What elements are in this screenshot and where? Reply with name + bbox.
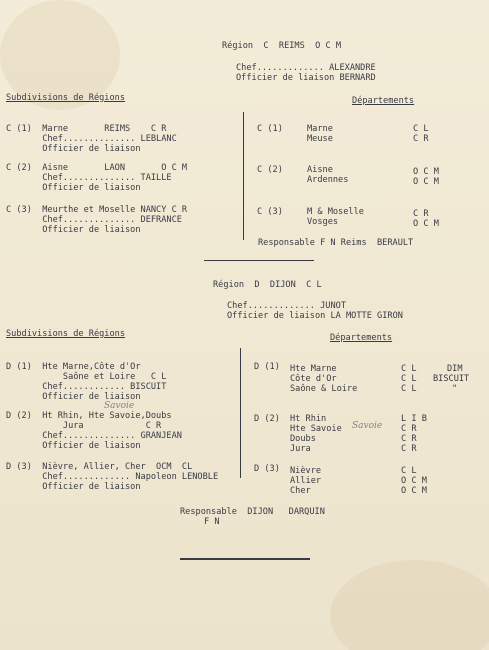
departement-name: Marne [307,124,333,134]
departement-movement: C R [401,444,417,454]
departement-name: Hte Marne [290,364,337,374]
subdivision-c2-chef: Chef.............. TAILLE [6,173,172,183]
departement-c3-code: C (3) [257,207,283,217]
departement-movement: O C M [413,219,439,229]
departement-name: Ht Rhin [290,414,327,424]
departement-movement: L I B [401,414,427,424]
subdivision-d2-line1: D (2) Ht Rhin, Hte Savoie,Doubs [6,411,172,421]
departement-note: DIM [447,364,463,374]
region-d-officier: Officier de liaison LA MOTTE GIRON [227,311,403,321]
departement-movement: C R [413,209,429,219]
departement-movement: O C M [401,486,427,496]
departement-movement: C L [401,466,417,476]
region-d-departements-heading: Départements [330,333,393,343]
departement-name: Allier [290,476,322,486]
departement-movement: C R [413,134,429,144]
departement-name: Vosges [307,217,339,227]
departement-c2-code: C (2) [257,165,283,175]
departement-movement: C L [401,384,417,394]
subdivision-d1-line1: D (1) Hte Marne,Côte d'Or [6,362,141,372]
departement-note: BISCUIT [433,374,470,384]
departement-name: Cher [290,486,311,496]
departement-name: Doubs [290,434,316,444]
subdivision-d2-chef: Chef.............. GRANJEAN [6,431,182,441]
departement-name: Hte Savoie [290,424,342,434]
departement-movement: O C M [401,476,427,486]
section-separator [204,260,314,261]
column-divider [240,348,241,478]
departement-movement: C R [401,434,417,444]
region-c-chef: Chef............. ALEXANDRE [236,63,376,73]
departement-note: " [452,384,458,394]
departement-name: Saône & Loire [290,384,358,394]
paper-stain [330,560,489,650]
departement-name: Jura [290,444,311,454]
subdivision-c2-line1: C (2) Aisne LAON O C M [6,163,188,173]
region-d-responsable-fn: F N [204,517,220,527]
region-c-officier: Officier de liaison BERNARD [236,73,376,83]
bottom-separator [180,558,310,560]
subdivision-c3-line1: C (3) Meurthe et Moselle NANCY C R [6,205,188,215]
subdivision-d3-line1: D (3) Nièvre, Allier, Cher OCM CL [6,462,193,472]
subdivision-d1-line2: Saône et Loire C L [6,372,167,382]
departement-d2-code: D (2) [254,414,280,424]
subdivision-c1-chef: Chef.............. LEBLANC [6,134,177,144]
region-c-responsable: Responsable F N Reims BERAULT [258,238,414,248]
subdivision-d2-line2: Jura C R [6,421,162,431]
departement-movement: C L [401,374,417,384]
region-d-responsable: Responsable DIJON DARQUIN [180,507,325,517]
region-d-chef: Chef............. JUNOT [227,301,346,311]
subdivision-d3-chef: Chef............. Napoleon LENOBLE [6,472,219,482]
subdivision-d2-officier: Officier de liaison [6,441,141,451]
departement-movement: O C M [413,177,439,187]
column-divider [243,112,244,240]
departement-name: Meuse [307,134,333,144]
handwritten-savoie-annotation: Savoie [104,401,135,411]
departement-name: M & Moselle [307,207,364,217]
subdivision-d1-officier: Officier de liaison [6,392,141,402]
subdivision-c2-officier: Officier de liaison [6,183,141,193]
region-c-departements-heading: Départements [352,96,415,106]
subdivision-c1-line1: C (1) Marne REIMS C R [6,124,167,134]
departement-name: Côte d'Or [290,374,337,384]
region-c-title: Région C REIMS O C M [222,41,341,51]
departement-movement: O C M [413,167,439,177]
subdivision-d3-officier: Officier de liaison [6,482,141,492]
departement-movement: C R [401,424,417,434]
departement-name: Aisne [307,165,333,175]
subdivision-d1-chef: Chef............ BISCUIT [6,382,167,392]
subdivision-c3-officier: Officier de liaison [6,225,141,235]
region-c-subdivisions-heading: Subdivisions de Régions [6,93,125,103]
departement-c1-code: C (1) [257,124,283,134]
departement-movement: C L [413,124,429,134]
region-d-title: Région D DIJON C L [213,280,322,290]
handwritten-savoie-annotation: Savoie [352,421,383,431]
departement-d3-code: D (3) [254,464,280,474]
departement-d1-code: D (1) [254,362,280,372]
subdivision-c1-officier: Officier de liaison [6,144,141,154]
subdivision-c3-chef: Chef.............. DEFRANCE [6,215,182,225]
departement-name: Ardennes [307,175,349,185]
departement-name: Nièvre [290,466,322,476]
region-d-subdivisions-heading: Subdivisions de Régions [6,329,125,339]
departement-movement: C L [401,364,417,374]
